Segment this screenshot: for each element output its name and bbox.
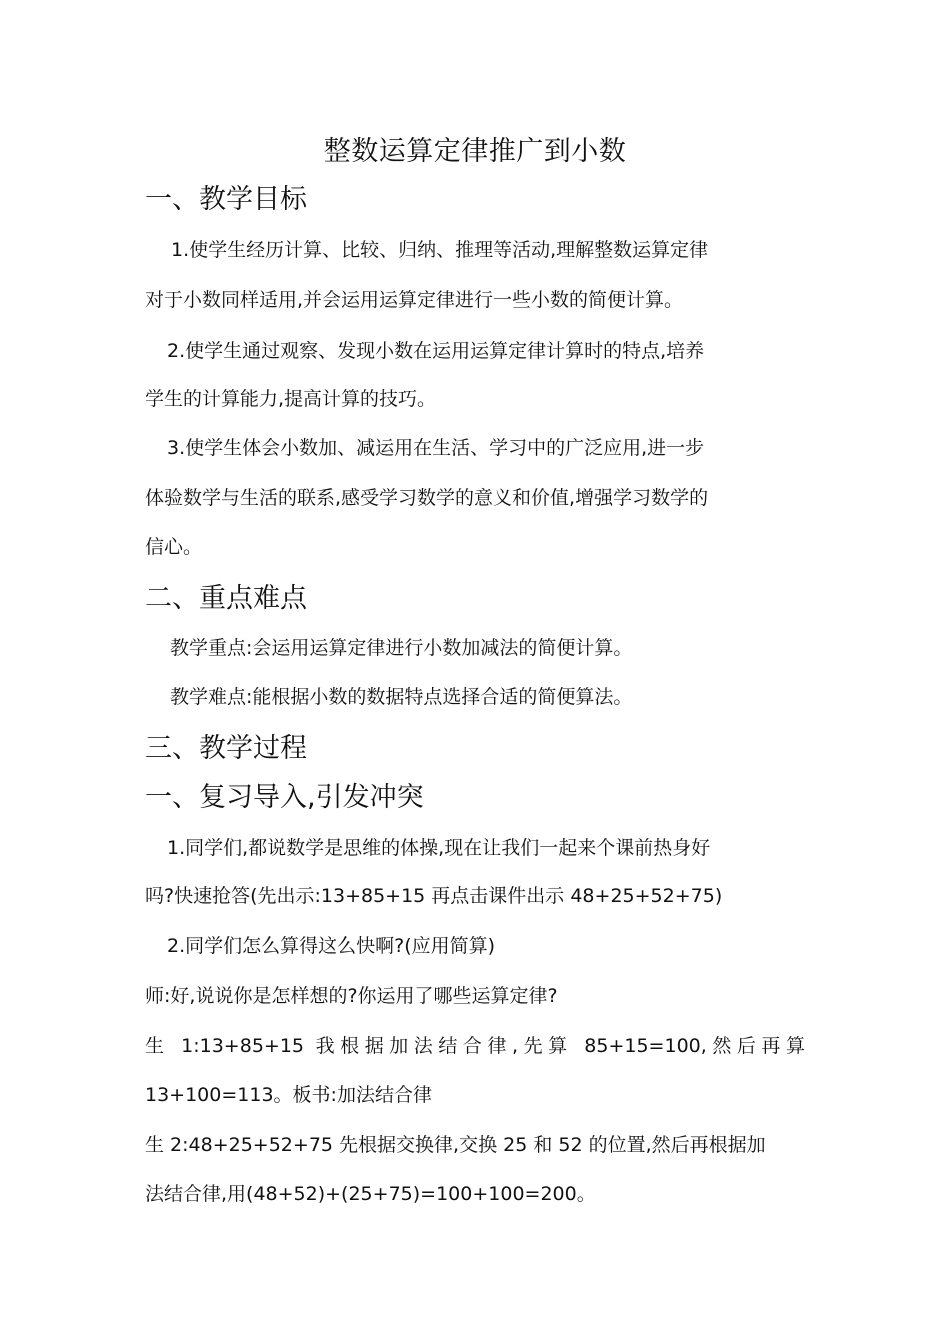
paragraph-line: 师:好,说说你是怎样想的?你运用了哪些运算定律?: [145, 985, 558, 1007]
paragraph-line: 2.使学生通过观察、发现小数在运用运算定律计算时的特点,培养: [167, 340, 705, 362]
section-heading-key-points: 二、重点难点: [145, 583, 307, 614]
paragraph-line: 13+100=113。板书:加法结合律: [145, 1084, 432, 1106]
paragraph-line: 体验数学与生活的联系,感受学习数学的意义和价值,增强学习数学的: [145, 487, 709, 509]
document-title: 整数运算定律推广到小数: [323, 136, 627, 167]
paragraph-line: 1.同学们,都说数学是思维的体操,现在让我们一起来个课前热身好: [167, 837, 711, 859]
section-heading-objectives: 一、教学目标: [145, 184, 307, 215]
paragraph-line: 教学难点:能根据小数的数据特点选择合适的简便算法。: [170, 686, 633, 708]
section-heading-review: 一、复习导入,引发冲突: [145, 782, 424, 813]
paragraph-line: 1.使学生经历计算、比较、归纳、推理等活动,理解整数运算定律: [171, 239, 709, 261]
paragraph-line: 生 2:48+25+52+75 先根据交换律,交换 25 和 52 的位置,然后再根据加: [145, 1134, 766, 1156]
paragraph-line: 法结合律,用(48+52)+(25+75)=100+100=200。: [145, 1183, 596, 1205]
section-heading-process: 三、教学过程: [145, 733, 307, 764]
paragraph-line: 对于小数同样适用,并会运用运算定律进行一些小数的简便计算。: [145, 289, 684, 311]
paragraph-line: 吗?快速抢答(先出示:13+85+15 再点击课件出示 48+25+52+75): [145, 885, 723, 907]
paragraph-line: 学生的计算能力,提高计算的技巧。: [145, 388, 437, 410]
paragraph-line: 2.同学们怎么算得这么快啊?(应用简算): [167, 935, 496, 957]
paragraph-line: 教学重点:会运用运算定律进行小数加减法的简便计算。: [170, 637, 633, 659]
paragraph-line: 生 1:13+85+15 我根据加法结合律,先算 85+15=100,然后再算: [145, 1035, 805, 1057]
paragraph-line: 信心。: [145, 536, 203, 558]
paragraph-line: 3.使学生体会小数加、减运用在生活、学习中的广泛应用,进一步: [167, 437, 705, 459]
